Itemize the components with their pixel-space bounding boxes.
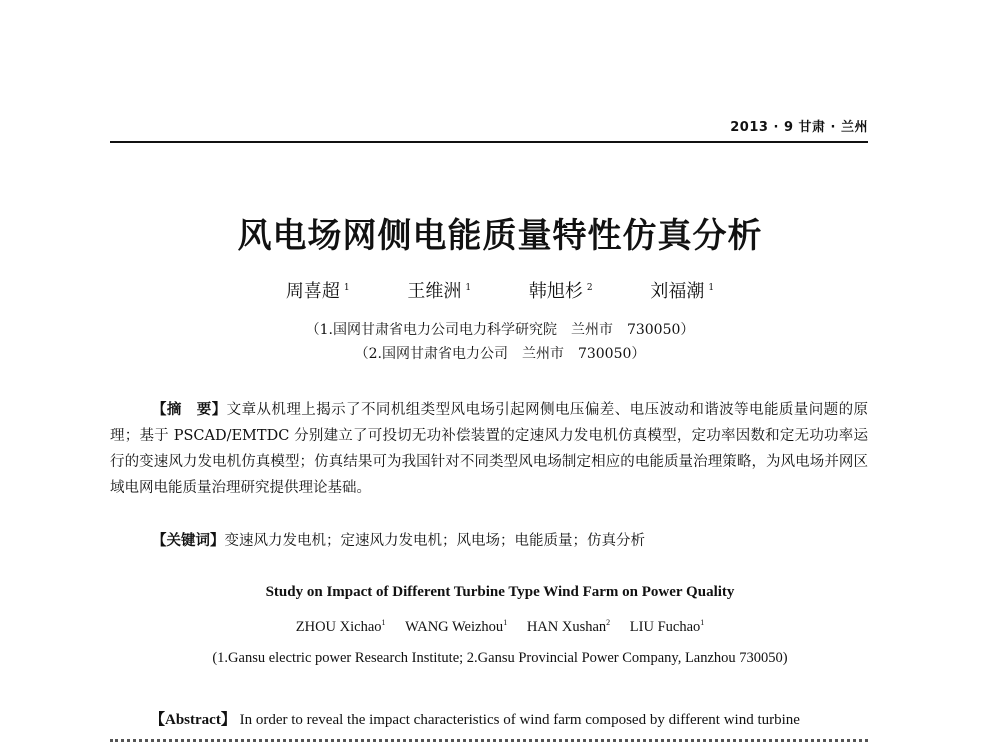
affiliation-cn-2: （2.国网甘肃省电力公司 兰州市 730050）: [354, 346, 646, 362]
author-en: HAN Xushan$^2$: [526, 618, 611, 635]
keywords-cn: [152, 529, 868, 550]
author-en: LIU Fuchao$^1$: [629, 618, 705, 635]
journal-header-meta: 2013 · 9 甘肃 · 兰州: [730, 120, 868, 135]
abstract-en-text: In order to reveal the impact characteristics of wind farm composed by different wind turbine: [239, 712, 800, 728]
abstract-en-label: 【Abstract】: [150, 712, 236, 728]
affiliation-en: (1.Gansu electric power Research Institute; 2.Gansu Provincial Power Company, Lanzhou 730050): [212, 650, 788, 666]
author-cn: 刘福潮 $^1$: [650, 281, 715, 302]
keywords-cn-text: 变速风力发电机；定速风力发电机；风电场；电能质量；仿真分析: [224, 533, 645, 549]
author-en: WANG Weizhou$^1$: [405, 618, 508, 635]
authors-cn: [0, 277, 1000, 303]
header-rule: [110, 141, 868, 143]
paper-title-cn: 风电场网侧电能质量特性仿真分析: [237, 216, 763, 256]
paper-title-en: Study on Impact of Different Turbine Type Wind Farm on Power Quality: [265, 584, 735, 600]
next-line-cutoff: [110, 736, 868, 742]
author-en: ZHOU Xichao$^1$: [295, 618, 386, 635]
abstract-cn-text: 文章从机理上揭示了不同机组类型风电场引起网侧电压偏差、电压波动和谐波等电能质量问题的原理；基于 PSCAD/EMTDC 分别建立了可投切无功补偿装置的定速风力发电机仿真模型，定功率因数和定无功功率运行的变速风力发电机仿真模型；仿真结果可为我国针对不同类型风电场制定相应的电能质量治理策略，为风电场并网区域电网电能质量治理研究提供理论基础。: [110, 402, 869, 496]
authors-en: [0, 618, 1000, 636]
abstract-en: [150, 708, 868, 729]
abstract-cn-label: 【摘 要】: [152, 402, 227, 418]
author-cn: 王维洲 $^1$: [407, 281, 472, 302]
keywords-cn-label: 【关键词】: [152, 533, 225, 549]
author-cn: 周喜超 $^1$: [285, 281, 350, 302]
abstract-cn: [110, 397, 868, 501]
affiliation-cn-1: （1.国网甘肃省电力公司电力科学研究院 兰州市 730050）: [305, 322, 695, 338]
author-cn: 韩旭杉 $^2$: [528, 281, 593, 302]
